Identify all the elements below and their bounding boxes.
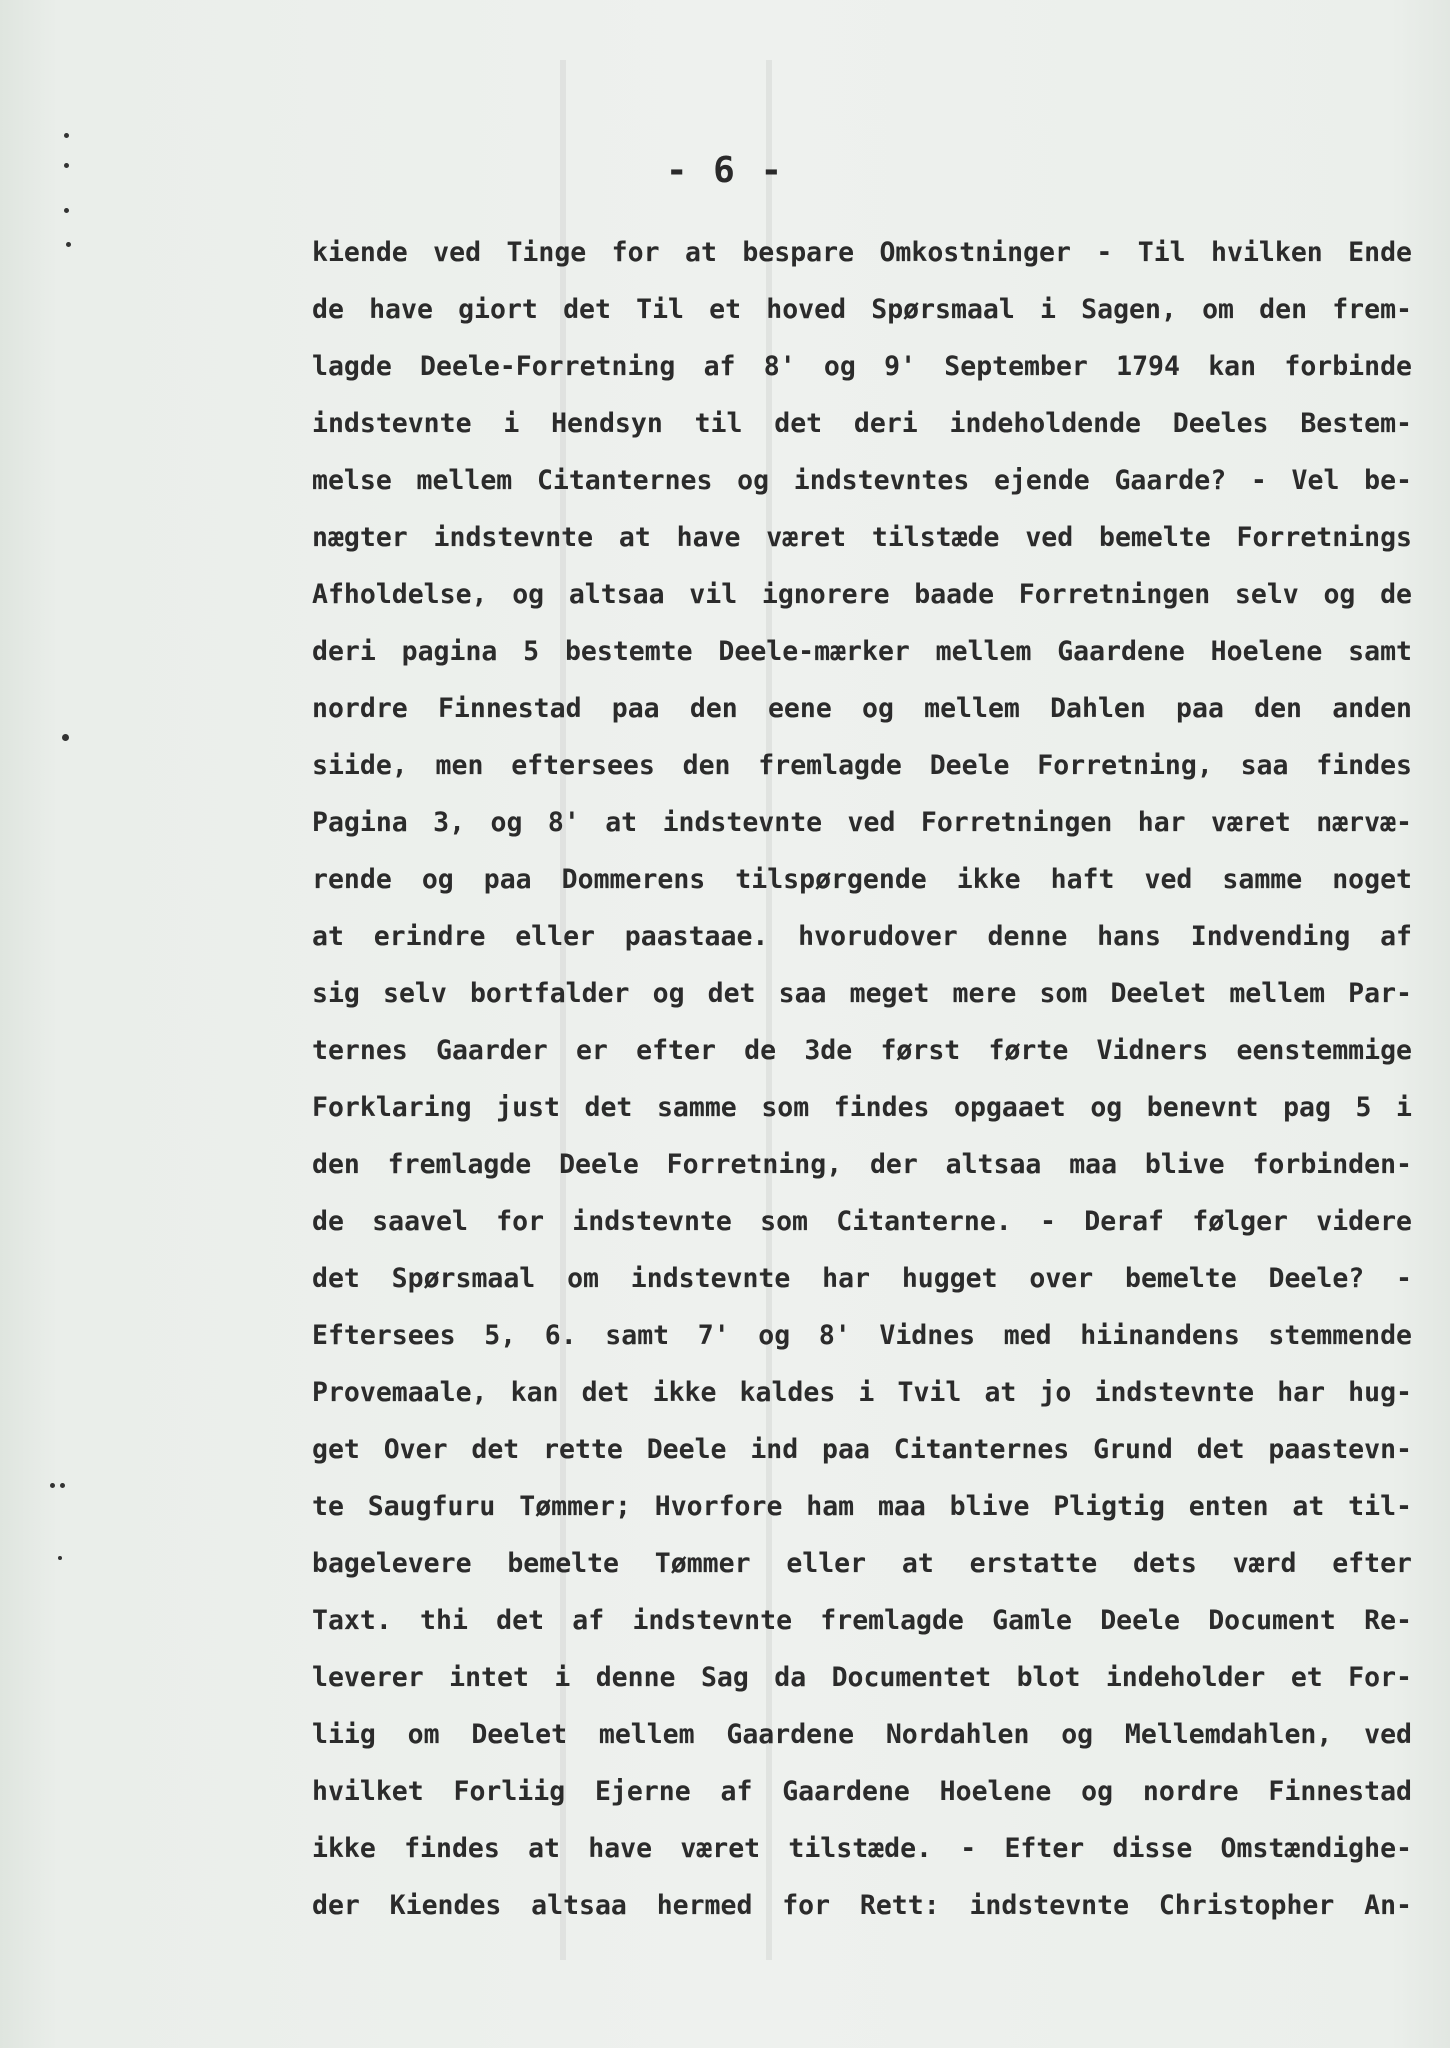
text-line: Taxt. thi det af indstevnte fremlagde Gamle Deele Document Re- [312,1605,1412,1636]
document-body [312,224,1412,1934]
text-line: deri pagina 5 bestemte Deele-mærker mellem Gaardene Hoelene samt [312,636,1412,667]
text-line: de saavel for indstevnte som Citanterne. - Deraf følger videre [312,1206,1412,1237]
text-line: Afholdelse, og altsaa vil ignorere baade Forretningen selv og de [312,579,1412,610]
text-line: get Over det rette Deele ind paa Citanternes Grund det paastevn- [312,1434,1412,1465]
text-line: de have giort det Til et hoved Spørsmaal i Sagen, om den frem- [312,294,1412,325]
text-line: der Kiendes altsaa hermed for Rett: indstevnte Christopher An- [312,1890,1412,1921]
text-line: te Saugfuru Tømmer; Hvorfore ham maa blive Pligtig enten at til- [312,1491,1412,1522]
margin-dot [58,1556,62,1560]
margin-dot [66,242,71,247]
text-line: melse mellem Citanternes og indstevntes ejende Gaarde? - Vel be- [312,465,1412,496]
text-line: liig om Deelet mellem Gaardene Nordahlen og Mellemdahlen, ved [312,1719,1412,1750]
margin-dot [64,208,69,213]
margin-dot [50,1483,55,1488]
text-line: nordre Finnestad paa den eene og mellem Dahlen paa den anden [312,693,1412,724]
text-line: leverer intet i denne Sag da Documentet blot indeholder et For- [312,1662,1412,1693]
text-line: Eftersees 5, 6. samt 7' og 8' Vidnes med hiinandens stemmende [312,1320,1412,1351]
text-line: ternes Gaarder er efter de 3de først førte Vidners eenstemmige [312,1035,1412,1066]
margin-dot [62,734,69,741]
margin-dot [60,1483,65,1488]
text-line: at erindre eller paastaae. hvorudover denne hans Indvending af [312,921,1412,952]
text-line: Provemaale, kan det ikke kaldes i Tvil at jo indstevnte har hug- [312,1377,1412,1408]
text-line: nægter indstevnte at have været tilstæde ved bemelte Forretnings [312,522,1412,553]
text-line: Forklaring just det samme som findes opgaaet og benevnt pag 5 i [312,1092,1412,1123]
text-line: bagelevere bemelte Tømmer eller at erstatte dets værd efter [312,1548,1412,1579]
text-line: siide, men eftersees den fremlagde Deele Forretning, saa findes [312,750,1412,781]
text-line: ikke findes at have været tilstæde. - Efter disse Omstændighe- [312,1833,1412,1864]
text-line: Pagina 3, og 8' at indstevnte ved Forretningen har været nærvæ- [312,807,1412,838]
text-line: lagde Deele-Forretning af 8' og 9' September 1794 kan forbinde [312,351,1412,382]
text-line: rende og paa Dommerens tilspørgende ikke haft ved samme noget [312,864,1412,895]
text-line: den fremlagde Deele Forretning, der altsaa maa blive forbinden- [312,1149,1412,1180]
text-line: kiende ved Tinge for at bespare Omkostninger - Til hvilken Ende [312,237,1412,268]
text-line: indstevnte i Hendsyn til det deri indeholdende Deeles Bestem- [312,408,1412,439]
text-line: hvilket Forliig Ejerne af Gaardene Hoelene og nordre Finnestad [312,1776,1412,1807]
text-line: sig selv bortfalder og det saa meget mere som Deelet mellem Par- [312,978,1412,1009]
text-line: det Spørsmaal om indstevnte har hugget over bemelte Deele? - [312,1263,1412,1294]
margin-dot [64,133,69,138]
page-number: - 6 - [665,150,785,191]
